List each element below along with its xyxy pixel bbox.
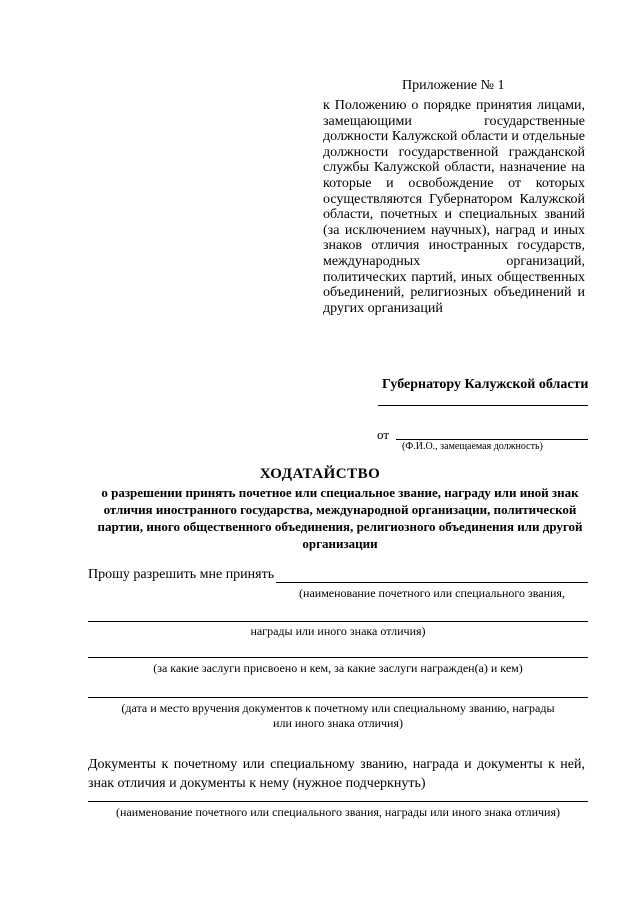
from-label: от (377, 427, 390, 442)
addressee: Губернатору Калужской области (382, 377, 589, 392)
caption-award-name: награды или иного знака отличия) (250, 624, 426, 638)
appendix-title: Приложение № 1 (402, 78, 505, 93)
caption-title-name: (наименование почетного или специального звания, (299, 586, 565, 600)
fio-caption: (Ф.И.О., замещаемая должность) (402, 441, 543, 452)
documents-text: Документы к почетному или специальному званию, награда и документы к ней, знак отличия и документы к нему (нужное подчеркнуть) (88, 757, 585, 791)
caption-merits: (за какие заслуги присвоено и кем, за какие заслуги награжден(а) и кем) (153, 661, 523, 675)
document-subject: о разрешении принять почетное или специальное звание, награду или иной знак отличия иностранного государства, международной организации, политической партии, иного общественного объединения, религиозного объединения или другой организации (97, 485, 583, 551)
caption-date-place-2: или иного знака отличия) (273, 716, 403, 730)
award-line (88, 621, 588, 622)
document-title: ХОДАТАЙСТВО (259, 466, 381, 482)
request-line (276, 582, 588, 583)
date-place-line (88, 697, 588, 698)
from-line (396, 439, 588, 440)
request-text: Прошу разрешить мне принять (88, 567, 275, 582)
final-line (88, 801, 588, 802)
appendix-text: к Положению о порядке принятия лицами, замещающими государственные должности Калужской области и отдельные должности государственной гражданской службы Калужской области, назначение на которые и освобождение от которых осуществляются Губернатором Калужской области, почетных и специальных званий (за исключением научных), наград и иных знаков отличия иностранных государств, международных организаций, политических партий, иных общественных объединений, религиозных объединений и других организаций (323, 98, 585, 316)
caption-date-place-1: (дата и место вручения документов к почетному или специальному званию, награды (121, 701, 555, 715)
addressee-line (378, 405, 588, 406)
caption-final: (наименование почетного или специального звания, награды или иного знака отличия) (116, 805, 560, 819)
merits-line (88, 657, 588, 658)
